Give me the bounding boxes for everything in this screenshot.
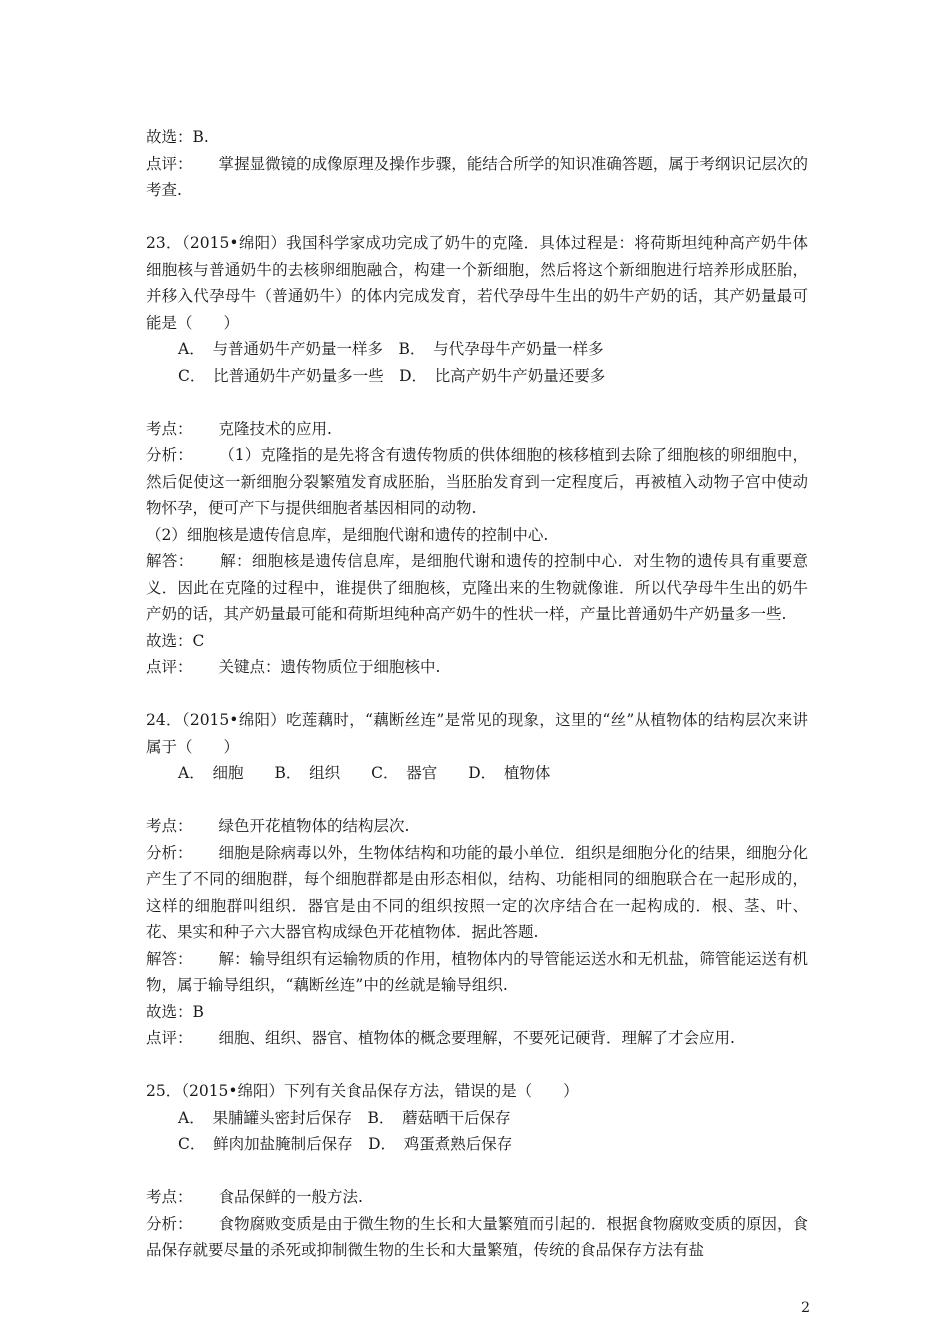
q23-stem: 23．（2015•绵阳）我国科学家成功完成了奶牛的克隆．具体过程是：将荷斯坦纯种高产奶牛体细胞核与普通奶牛的去核卵细胞融合，构建一个新细胞，然后将这个新细胞进行培养形成胚胎，并移入代孕母牛（普通奶牛）的体内完成发育，若代孕母牛生出的奶牛产奶的话，其产奶量最可能是（ ） [146, 234, 808, 332]
q24-options-line-1: A． 细胞 B． 组织 C． 器官 D． 植物体 [178, 764, 551, 782]
solution-label: 解答： [146, 552, 194, 570]
review-label: 点评： [146, 1029, 193, 1047]
review-text: 掌握显微镜的成像原理及操作步骤，能结合所学的知识准确答题，属于考纲识记层次的考查. [146, 154, 808, 199]
point-text: 克隆技术的应用. [218, 419, 332, 438]
analysis-label: 分析： [146, 1214, 193, 1233]
q24-solution [146, 946, 808, 999]
analysis-label: 分析： [146, 446, 193, 464]
q23-review [146, 654, 808, 681]
q25-options-line-2: C． 鲜肉加盐腌制后保存 D． 鸡蛋煮熟后保存 [178, 1135, 513, 1153]
analysis-text: （1）克隆指的是先将含有遗传物质的供体细胞的核移植到去除了细胞核的卵细胞中，然后促使这一新细胞分裂繁殖发育成胚胎，当胚胎发育到一定程度后，再被植入动物子宫中使动物怀孕，便可产下与提供细胞者基因相同的动物. [146, 446, 808, 517]
q23-point [146, 416, 808, 443]
q24-point [146, 813, 808, 840]
q24-answer: 故选：B [146, 1002, 204, 1021]
point-text: 绿色开花植物体的结构层次. [218, 817, 410, 835]
q25-point [146, 1184, 808, 1211]
q22-review [146, 151, 808, 204]
point-text: 食品保鲜的一般方法. [218, 1188, 363, 1206]
q23-solution [146, 548, 808, 628]
solution-label: 解答： [146, 949, 193, 968]
point-label: 考点： [146, 419, 193, 438]
analysis-text: 细胞是除病毒以外，生物体结构和功能的最小单位．组织是细胞分化的结果，细胞分化产生了不同的细胞群，每个细胞群都是由形态相似，结构、功能相同的细胞联合在一起形成的，这样的细胞群叫组织．器官是由不同的组织按照一定的次序结合在一起构成的．根、茎、叶、花、果实和种子六大器官构成绿色开花植物体．据此答题. [146, 843, 808, 941]
page-content [146, 124, 808, 1264]
q23-analysis [146, 442, 808, 522]
q25-options-line-1: A． 果脯罐头密封后保存 B． 蘑菇晒干后保存 [178, 1108, 511, 1127]
review-label: 点评： [146, 658, 193, 676]
q22-answer: 故选：B. [146, 128, 209, 146]
analysis-label: 分析： [146, 843, 193, 862]
q25-analysis [146, 1211, 808, 1264]
q23-options-line-1: A． 与普通奶牛产奶量一样多 B． 与代孕母牛产奶量一样多 [178, 340, 604, 358]
q24-review [146, 1025, 808, 1052]
point-label: 考点： [146, 1188, 193, 1206]
q23-options-line-2: C． 比普通奶牛产奶量多一些 D． 比高产奶牛产奶量还要多 [178, 366, 606, 385]
q23-answer: 故选：C [146, 631, 205, 650]
analysis-text: 食物腐败变质是由于微生物的生长和大量繁殖而引起的．根据食物腐败变质的原因，食品保存就要尽量的杀死或抑制微生物的生长和大量繁殖，传统的食品保存方法有盐 [146, 1214, 808, 1259]
review-text: 细胞、组织、器官、植物体的概念要理解，不要死记硬背．理解了才会应用. [218, 1029, 735, 1047]
q24-stem: 24．（2015•绵阳）吃莲藕时，“藕断丝连”是常见的现象，这里的“丝”从植物体的结构层次来讲属于（ ） [146, 711, 808, 756]
solution-text: 解：输导组织有运输物质的作用，植物体内的导管能运送水和无机盐，筛管能运送有机物，属于输导组织，“藕断丝连”中的丝就是输导组织. [146, 949, 808, 994]
solution-text: 解：细胞核是遗传信息库，是细胞代谢和遗传的控制中心．对生物的遗传具有重要意义．因此在克隆的过程中，谁提供了细胞核，克隆出来的生物就像谁．所以代孕母牛生出的奶牛产奶的话，其产奶量最可能和荷斯坦纯种高产奶牛的性状一样，产量比普通奶牛产奶量多一些. [146, 552, 808, 623]
q24-analysis [146, 840, 808, 946]
q25-stem: 25．（2015•绵阳）下列有关食品保存方法，错误的是（ ） [146, 1082, 579, 1100]
point-label: 考点： [146, 817, 193, 835]
review-label: 点评： [146, 154, 193, 173]
review-text: 关键点：遗传物质位于细胞核中. [218, 658, 441, 676]
q23-analysis-2: （2）细胞核是遗传信息库，是细胞代谢和遗传的控制中心. [146, 525, 549, 544]
page-number: 2 [801, 1300, 810, 1316]
